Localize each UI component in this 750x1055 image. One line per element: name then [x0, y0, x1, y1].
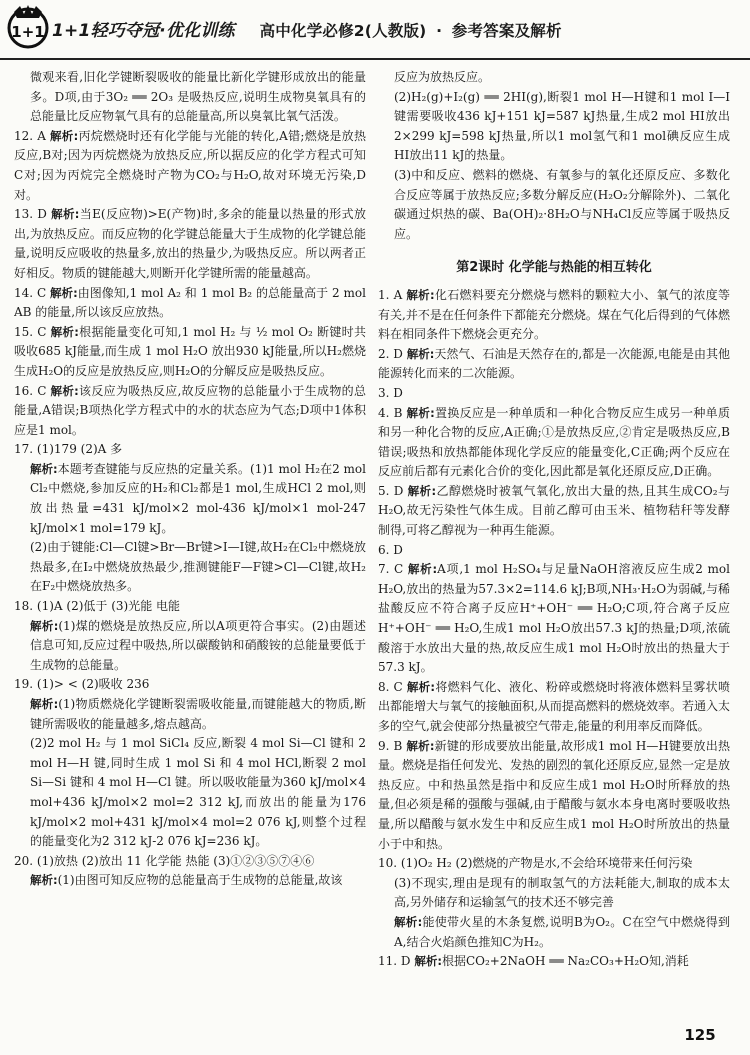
answer-text: 乙醇燃烧时被氧气氧化,放出大量的热,且其生成CO₂与H₂O,故无污染性气体生成。目前乙醇可由玉米、植物秸秆等发酵制得,可将乙醇视为一种再生能源。: [378, 483, 730, 538]
explanation-paragraph: [378, 913, 730, 952]
answer-text: (2)2 mol H₂ 与 1 mol SiCl₄ 反应,断裂 4 mol Si—Cl 键和 2 mol H—H 键,同时生成 1 mol Si 和 4 mol HCl,断裂 2 mol Si—Si 键和 4 mol H—Cl 键。所以吸收能量为360 kJ/mol×4 mol+436 kJ/mol×2 mol=2 312 kJ,而放出的能量为176 kJ/mol×2 mol+431 kJ/mol×4 mol=2 076 kJ,则整个过程的能量变化为2 312 kJ-2 076 kJ=236 kJ。: [30, 736, 366, 849]
explanation-label: 解析:: [49, 285, 78, 300]
answer-number: 20.: [14, 853, 34, 868]
answer-number: 14. C: [14, 285, 47, 300]
answer-text: (1)> < (2)吸收 236: [36, 677, 150, 692]
explanation-paragraph: [14, 734, 366, 852]
explanation-paragraph: [14, 871, 366, 891]
answer-number: 16. C: [14, 383, 47, 398]
answer-item: [378, 404, 730, 482]
explanation-label: 解析:: [394, 914, 423, 929]
explanation-label: 解析:: [406, 346, 435, 361]
answer-item: [378, 678, 730, 737]
page-header: [0, 0, 750, 60]
answer-item: [378, 286, 730, 345]
explanation-paragraph: [378, 166, 730, 244]
explanation-paragraph: [14, 695, 366, 734]
explanation-paragraph: [378, 68, 730, 88]
page-number: 125: [684, 1026, 716, 1044]
answer-number: 15. C: [14, 324, 47, 339]
explanation-paragraph: [14, 460, 366, 538]
answer-text: (1)煤的燃烧是放热反应,所以A项更符合事实。(2)由题述信息可知,反应过程中吸热,所以碳酸钠和硝酸铵的总能量要低于生成物的总能量。: [30, 618, 366, 672]
answer-item: [14, 205, 366, 283]
explanation-label: 解析:: [406, 405, 435, 420]
explanation-label: 解析:: [51, 207, 80, 222]
answer-text: 丙烷燃烧时还有化学能与光能的转化,A错;燃烧是放热反应,B对;因为丙烷燃烧为放热反应,所以据反应的化学方程式可知C对;因为丙烷完全燃烧时产物为CO₂与H₂O,故对环境无污染,D对。: [14, 128, 366, 202]
explanation-paragraph: [14, 538, 366, 597]
answer-number: 13. D: [14, 207, 47, 222]
answer-number: 7. C: [378, 562, 404, 577]
answer-text: 能使带火星的木条复燃,说明B为O₂。C在空气中燃烧得到A,结合火焰颜色推知C为H₂。: [394, 914, 730, 949]
answer-text: (2)由于键能:Cl—Cl键>Br—Br键>I—I键,故H₂在Cl₂中燃烧放热最多,在I₂中燃烧放热最少,推测键能F—F键>Cl—Cl键,故H₂在F₂中燃烧放热多。: [30, 540, 366, 594]
answer-item: [14, 284, 366, 323]
explanation-label: 解析:: [30, 618, 59, 633]
answer-text: (1)物质燃烧化学键断裂需吸收能量,而键能越大的物质,断键所需吸收的能量越多,熔点越高。: [30, 697, 366, 731]
explanation-label: 解析:: [406, 287, 435, 302]
answer-item: [378, 854, 730, 874]
answer-text: 化石燃料要充分燃烧与燃料的颗粒大小、氧气的浓度等有关,并不是在任何条件下都能充分燃烧。煤在气化后得到的气体燃料在相同条件下燃烧会更充分。: [378, 287, 730, 342]
answer-number: 3. D: [378, 385, 403, 400]
answer-number: 11. D: [378, 954, 411, 969]
answer-item: [14, 323, 366, 382]
answer-text: (3)不现实,理由是现有的制取氢气的方法耗能大,制取的成本太高,另外储存和运输氢气的技术还不够完善: [394, 875, 730, 910]
explanation-paragraph: [14, 68, 366, 127]
explanation-label: 解析:: [50, 383, 79, 398]
answer-number: 8. C: [378, 679, 403, 694]
answer-item: [378, 482, 730, 541]
answer-number: 4. B: [378, 405, 403, 420]
svg-text:1+1: 1+1: [11, 23, 45, 41]
answer-number: 12. A: [14, 128, 46, 143]
answer-item: [378, 384, 730, 404]
right-column: [378, 68, 730, 1048]
answer-number: 19.: [14, 677, 34, 692]
answer-item: [378, 345, 730, 384]
explanation-label: 解析:: [30, 697, 59, 711]
explanation-label: 解析:: [414, 954, 442, 969]
answer-text: (1)179 (2)A 多: [36, 442, 123, 457]
running-head: 1+1轻巧夺冠·优化训练 高中化学必修2(人教版) · 参考答案及解析: [52, 21, 562, 41]
answer-text: 新键的形成要放出能量,故形成1 mol H—H键要放出热量。燃烧是指任何发光、发热的剧烈的氧化还原反应,显然一定是放热反应。中和热虽然是指中和反应生成1 mol H₂O时所释放的热量,但必须是稀的强酸与强碱,由于醋酸与氨水本身电离时要吸收热量,所以醋酸与氨水发生中和反应生成1 mol H₂O时所放出的热量小于中和热。: [378, 738, 730, 851]
answer-text: 反应为放热反应。: [394, 70, 491, 84]
answer-text: 根据CO₂+2NaOH ══ Na₂CO₃+H₂O知,消耗: [441, 954, 689, 969]
answer-text: 天然气、石油是天然存在的,都是一次能源,电能是由其他能源转化而来的二次能源。: [378, 346, 730, 381]
explanation-label: 解析:: [406, 679, 436, 694]
answer-text: (1)O₂ H₂ (2)燃烧的产物是水,不会给环境带来任何污染: [400, 856, 693, 871]
explanation-paragraph: [378, 88, 730, 166]
answer-item: [14, 440, 366, 460]
answer-item: [378, 952, 730, 972]
answer-text: 当E(反应物)>E(产物)时,多余的能量以热量的形式放出,为放热反应。而反应物的化学键总能量大于生成物的化学键总能量,说明反应吸收的热量多,放出的热量少,为吸热反应。所以两者正好相反。物质的键能越大,则断开化学键所需的能量越高。: [14, 207, 366, 280]
explanation-label: 解析:: [30, 461, 58, 476]
answer-text: (1)由图可知反应物的总能量高于生成物的总能量,故该: [57, 873, 343, 888]
answer-number: 18.: [14, 599, 34, 614]
answer-number: 6. D: [378, 542, 403, 557]
answer-text: 将燃料气化、液化、粉碎或燃烧时将液体燃料呈雾状喷出都能增大与氧气的接触面积,从而提高燃料的燃烧效率。若通入太多的空气,就会使部分热量被空气带走,能量的利用率反而降低。: [378, 679, 730, 733]
explanation-label: 解析:: [407, 562, 438, 577]
answer-item: [14, 675, 366, 695]
left-column: [14, 68, 366, 1048]
answer-text: A项,1 mol H₂SO₄与足量NaOH溶液反应生成2 mol H₂O,放出的热量为57.3×2=114.6 kJ;B项,NH₃·H₂O为弱碱,与稀盐酸反应不符合离子反应H⁺+OH⁻ ══ H₂O;C项,符合离子反应H⁺+OH⁻ ══ H₂O,生成1 mol H₂O放出57.3 kJ的热量;D项,浓硫酸溶于水放出大量的热,故反应生成1 mol H₂O时放出的热量大于57.3 kJ。: [378, 562, 730, 675]
answer-item: [14, 382, 366, 441]
answer-number: 9. B: [378, 738, 403, 753]
answer-item: [14, 852, 366, 872]
answer-text: 微观来看,旧化学键断裂吸收的能量比新化学键形成放出的能量多。D项,由于3O₂ ══ 2O₃ 是吸热反应,说明生成物臭氧具有的总能量比反应物氧气具有的总能量高,所以臭氧比氧气活泼。: [30, 70, 366, 124]
answer-text: 本题考查键能与反应热的定量关系。(1)1 mol H₂在2 mol Cl₂中燃烧,参加反应的H₂和Cl₂都是1 mol,生成HCl 2 mol,则放出热量=431 kJ/mol×2 mol-436 kJ/mol×1 mol-247 kJ/mol×1 mol=179 kJ。: [30, 461, 366, 535]
explanation-label: 解析:: [30, 873, 58, 888]
explanation-paragraph: [14, 617, 366, 676]
explanation-paragraph: [378, 874, 730, 913]
section-heading: 第2课时 化学能与热能的相互转化: [456, 260, 652, 276]
explanation-label: 解析:: [50, 324, 79, 339]
answer-text: 由图像知,1 mol A₂ 和 1 mol B₂ 的总能量高于 2 mol AB 的能量,所以该反应放热。: [14, 285, 366, 320]
explanation-label: 解析:: [407, 483, 437, 498]
answer-text: (1)放热 (2)放出 11 化学能 热能 (3)①②③⑤⑦④⑥: [36, 853, 315, 868]
section-name: 参考答案及解析: [451, 22, 562, 40]
answer-text: (3)中和反应、燃料的燃烧、有氧参与的氧化还原反应、多数化合反应等属于放热反应;多数分解反应(H₂O₂分解除外)、二氧化碳通过炽热的碳、Ba(OH)₂·8H₂O与NH₄Cl反应等属于吸热反应。: [394, 167, 730, 241]
answer-number: 10.: [378, 856, 398, 871]
answer-text: 置换反应是一种单质和一种化合物反应生成另一种单质和另一种化合物的反应,A正确;①是放热反应,②肯定是吸热反应,B错误;吸热和放热都能体现化学反应的能量变化,C正确;两个反应在反应前后都有元素化合价的变化,因此都是氧化还原反应,D正确。: [378, 405, 730, 479]
answer-number: 17.: [14, 442, 34, 457]
brand-logo: [6, 4, 50, 50]
answer-item: [14, 127, 366, 205]
answer-text: (2)H₂(g)+I₂(g) ══ 2HI(g),断裂1 mol H—H键和1 mol I—I键需要吸收436 kJ+151 kJ=587 kJ热量,生成2 mol HI放出2×299 kJ=598 kJ热量,所以1 mol氢气和1 mol碘反应生成HI放出11 kJ的热量。: [394, 89, 730, 163]
answer-number: 1. A: [378, 287, 403, 302]
answer-text: (1)A (2)低于 (3)光能 电能: [36, 599, 181, 614]
answer-item: [378, 541, 730, 561]
answer-item: [378, 560, 730, 678]
answer-number: 2. D: [378, 346, 403, 361]
answer-text: 根据能量变化可知,1 mol H₂ 与 ½ mol O₂ 断键时共吸收685 kJ能量,而生成 1 mol H₂O 放出930 kJ能量,所以H₂燃烧生成H₂O的反应是放热反应,则H₂O的分解反应是吸热反应。: [14, 324, 366, 378]
answer-number: 5. D: [378, 483, 404, 498]
explanation-label: 解析:: [50, 128, 79, 143]
answer-item: [14, 597, 366, 617]
explanation-label: 解析:: [406, 738, 435, 753]
book-title: 1+1轻巧夺冠·优化训练: [52, 21, 235, 41]
book-subject: 高中化学必修2(人教版): [259, 22, 427, 40]
answer-text: 该反应为吸热反应,故反应物的总能量小于生成物的总能量,A错误;B项热化学方程式中的水的状态应为气态;D项中1体积应是1 mol。: [14, 383, 366, 437]
answer-item: [378, 737, 730, 855]
